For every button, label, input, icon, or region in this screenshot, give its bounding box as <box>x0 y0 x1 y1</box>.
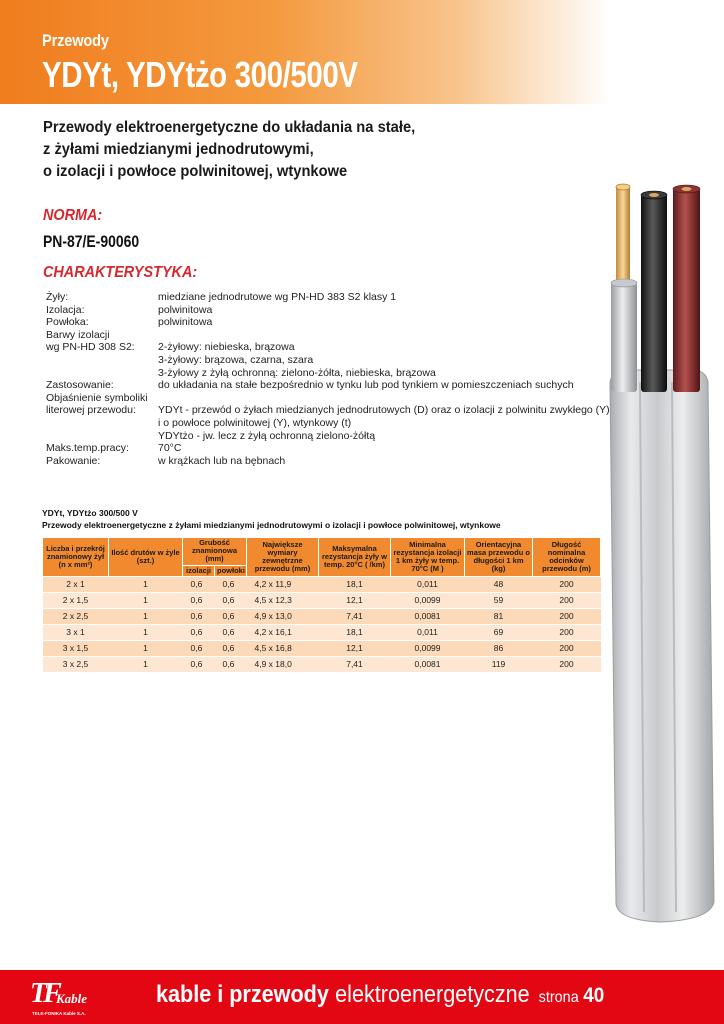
norma-value: PN-87/E-90060 <box>43 232 140 251</box>
spec-value: 3-żyłowy z żyłą ochronną: zielono-żółta, niebieska, brązowa <box>158 366 436 379</box>
header-wire-count: Ilość drutów w żyle (szt.) <box>109 538 183 577</box>
table-cell: 4,5 x 12,3 <box>247 592 319 608</box>
spec-key: wg PN-HD 308 S2: <box>46 341 135 354</box>
table-cell: 1 <box>109 656 183 672</box>
table-cell: 4,9 x 18,0 <box>247 656 319 672</box>
table-cell: 1 <box>109 592 183 608</box>
spec-key <box>46 367 158 380</box>
table-cell: 2 x 1,5 <box>43 592 109 608</box>
table-cell: 18,1 <box>319 576 391 592</box>
spec-row <box>46 417 610 430</box>
header-thickness: Grubość znamionowa (mm) <box>183 538 247 566</box>
table-cell: 1 <box>109 608 183 624</box>
table-cell: 0,6 <box>183 624 215 640</box>
conductor-brown <box>673 188 700 392</box>
table-cell: 3 x 2,5 <box>43 656 109 672</box>
spec-list <box>46 291 610 467</box>
spec-value: polwinitowa <box>158 303 213 316</box>
spec-key <box>46 430 158 443</box>
spec-table <box>42 537 601 673</box>
table-cell: 7,41 <box>319 608 391 624</box>
table-cell: 3 x 1 <box>43 624 109 640</box>
spec-key: Barwy izolacji <box>46 328 110 341</box>
conductor-grey <box>611 282 637 392</box>
spec-row <box>46 379 610 392</box>
header-cross-section: Liczba i przekrój znamionowy żył (n x mm²) <box>43 538 109 577</box>
spec-value: w krążkach lub na bębnach <box>158 454 286 467</box>
spec-row <box>46 304 610 317</box>
logo-subtitle: TELE-FONIKA Kable S.A. <box>32 1011 86 1016</box>
spec-key: Żyły: <box>46 291 69 303</box>
header-resistance: Maksymalna rezystancja żyły w temp. 20°C ( /km) <box>319 538 391 577</box>
header-dimensions: Największe wymiary zewnętrzne przewodu (mm) <box>247 538 319 577</box>
header-subtitle: Przewody <box>42 31 109 50</box>
table-cell: 69 <box>465 624 533 640</box>
header-insulation-resistance: Minimalna rezystancja izolacji 1 km żyły w temp. 70°C (M ) <box>391 538 465 577</box>
table-cell: 2 x 1 <box>43 576 109 592</box>
table-cell: 0,6 <box>215 592 247 608</box>
cable-illustration <box>600 182 724 924</box>
table-cell: 200 <box>533 608 601 624</box>
spec-key: Maks.temp.pracy: <box>46 442 129 455</box>
spec-value: YDYt - przewód o żyłach miedzianych jednodrutowych (D) oraz o izolacji z polwinitu zwykłego (Y) <box>158 404 610 417</box>
norma-label: NORMA: <box>43 207 103 224</box>
table-cell: 12,1 <box>319 592 391 608</box>
spec-value: 3-żyłowy: brązowa, czarna, szara <box>158 353 314 366</box>
spec-key <box>46 417 158 430</box>
table-cell: 200 <box>533 592 601 608</box>
table-cell: 0,6 <box>183 592 215 608</box>
table-cell: 4,2 x 11,9 <box>247 576 319 592</box>
table-cell: 200 <box>533 656 601 672</box>
table-cell: 4,2 x 16,1 <box>247 624 319 640</box>
table-cell: 3 x 1,5 <box>43 640 109 656</box>
page-title: YDYt, YDYtżo 300/500V <box>42 54 358 95</box>
spec-value: i o powłoce polwinitowej (Y), wtynkowy (t) <box>158 416 352 429</box>
lead-description <box>43 117 448 183</box>
spec-row <box>46 316 610 329</box>
table-cell: 0,6 <box>215 624 247 640</box>
table-cell: 0,6 <box>215 656 247 672</box>
charakterystyka-label: CHARAKTERYSTYKA: <box>43 264 198 281</box>
spec-row <box>46 404 610 417</box>
table-cell: 200 <box>533 624 601 640</box>
footer-bold: kable i przewody <box>156 981 329 1008</box>
spec-key: Objaśnienie symboliki <box>46 391 148 404</box>
spec-row <box>46 392 610 405</box>
table-cell: 18,1 <box>319 624 391 640</box>
table-cell: 200 <box>533 640 601 656</box>
table-cell: 1 <box>109 576 183 592</box>
table-cell: 0,6 <box>215 640 247 656</box>
spec-row <box>46 367 610 380</box>
lead-line: Przewody elektroenergetyczne do układania na stałe, <box>43 119 416 136</box>
table-cell: 12,1 <box>319 640 391 656</box>
table-cell: 0,0099 <box>391 640 465 656</box>
table-row <box>43 592 601 608</box>
spec-row <box>46 354 610 367</box>
table-cell: 59 <box>465 592 533 608</box>
company-logo <box>30 978 120 1018</box>
page-label: strona <box>538 989 579 1006</box>
table-cell: 81 <box>465 608 533 624</box>
header-mass: Orientacyjna masa przewodu o długości 1 km (kg) <box>465 538 533 577</box>
spec-value: YDYtżo - jw. lecz z żyłą ochronną zielono-żółtą <box>158 429 376 442</box>
spec-key <box>46 354 158 367</box>
table-cell: 0,6 <box>183 576 215 592</box>
spec-row <box>46 455 610 468</box>
spec-row <box>46 341 610 354</box>
spec-row <box>46 442 610 455</box>
header-length: Długość nominalna odcinków przewodu (m) <box>533 538 601 577</box>
logo-mark: TF <box>30 978 58 1009</box>
table-cell: 2 x 2,5 <box>43 608 109 624</box>
spec-key: Zastosowanie: <box>46 379 114 392</box>
logo-word: Kable <box>56 991 88 1006</box>
table-cell: 0,0081 <box>391 608 465 624</box>
page-number: 40 <box>583 984 605 1007</box>
table-cell: 119 <box>465 656 533 672</box>
spec-row <box>46 430 610 443</box>
table-row <box>43 608 601 624</box>
header-insulation: izolacji <box>183 565 215 576</box>
spec-key: literowej przewodu: <box>46 404 136 417</box>
table-cell: 0,6 <box>183 656 215 672</box>
table-cell: 1 <box>109 640 183 656</box>
table-cell: 4,5 x 16,8 <box>247 640 319 656</box>
table-row <box>43 576 601 592</box>
spec-value: 70°C <box>158 442 182 455</box>
spec-row <box>46 329 610 342</box>
table-cell: 0,011 <box>391 576 465 592</box>
header-sheath: powłoki <box>215 565 247 576</box>
table-cell: 0,6 <box>215 608 247 624</box>
copper-core <box>616 186 630 286</box>
spec-key: Izolacja: <box>46 303 85 316</box>
spec-key: Pakowanie: <box>46 454 101 467</box>
table-cell: 0,6 <box>183 608 215 624</box>
table-cell: 86 <box>465 640 533 656</box>
spec-value: polwinitowa <box>158 316 213 329</box>
table-cell: 48 <box>465 576 533 592</box>
spec-value: miedziane jednodrutowe wg PN-HD 383 S2 klasy 1 <box>158 291 397 303</box>
table-cell: 0,011 <box>391 624 465 640</box>
footer-title <box>156 981 604 1009</box>
table-cell: 4,9 x 13,0 <box>247 608 319 624</box>
table-row <box>43 624 601 640</box>
table-cell: 0,6 <box>183 640 215 656</box>
table-caption-subtitle: Przewody elektroenergetyczne z żyłami miedzianymi jednodrutowymi o izolacji i powłoce polwinitowej, wtynkowe <box>42 520 501 530</box>
table-cell: 200 <box>533 576 601 592</box>
table-cell: 1 <box>109 624 183 640</box>
conductor-black <box>641 194 667 392</box>
lead-line: o izolacji i powłoce polwinitowej, wtynkowe <box>43 163 348 180</box>
cable-jacket <box>610 370 714 922</box>
lead-line: z żyłami miedzianymi jednodrutowymi, <box>43 141 314 158</box>
table-row <box>43 656 601 672</box>
spec-value: do układania na stałe bezpośrednio w tynku lub pod tynkiem w pomieszczeniach suchych <box>158 379 574 392</box>
spec-row <box>46 291 610 304</box>
spec-value: 2-żyłowy: niebieska, brązowa <box>158 341 295 354</box>
table-row <box>43 640 601 656</box>
table-cell: 0,6 <box>215 576 247 592</box>
table-caption-title: YDYt, YDYtżo 300/500 V <box>42 508 138 518</box>
footer-normal: elektroenergetyczne <box>335 981 530 1008</box>
table-cell: 0,0081 <box>391 656 465 672</box>
table-cell: 0,0099 <box>391 592 465 608</box>
table-cell: 7,41 <box>319 656 391 672</box>
spec-key: Powłoka: <box>46 316 89 329</box>
